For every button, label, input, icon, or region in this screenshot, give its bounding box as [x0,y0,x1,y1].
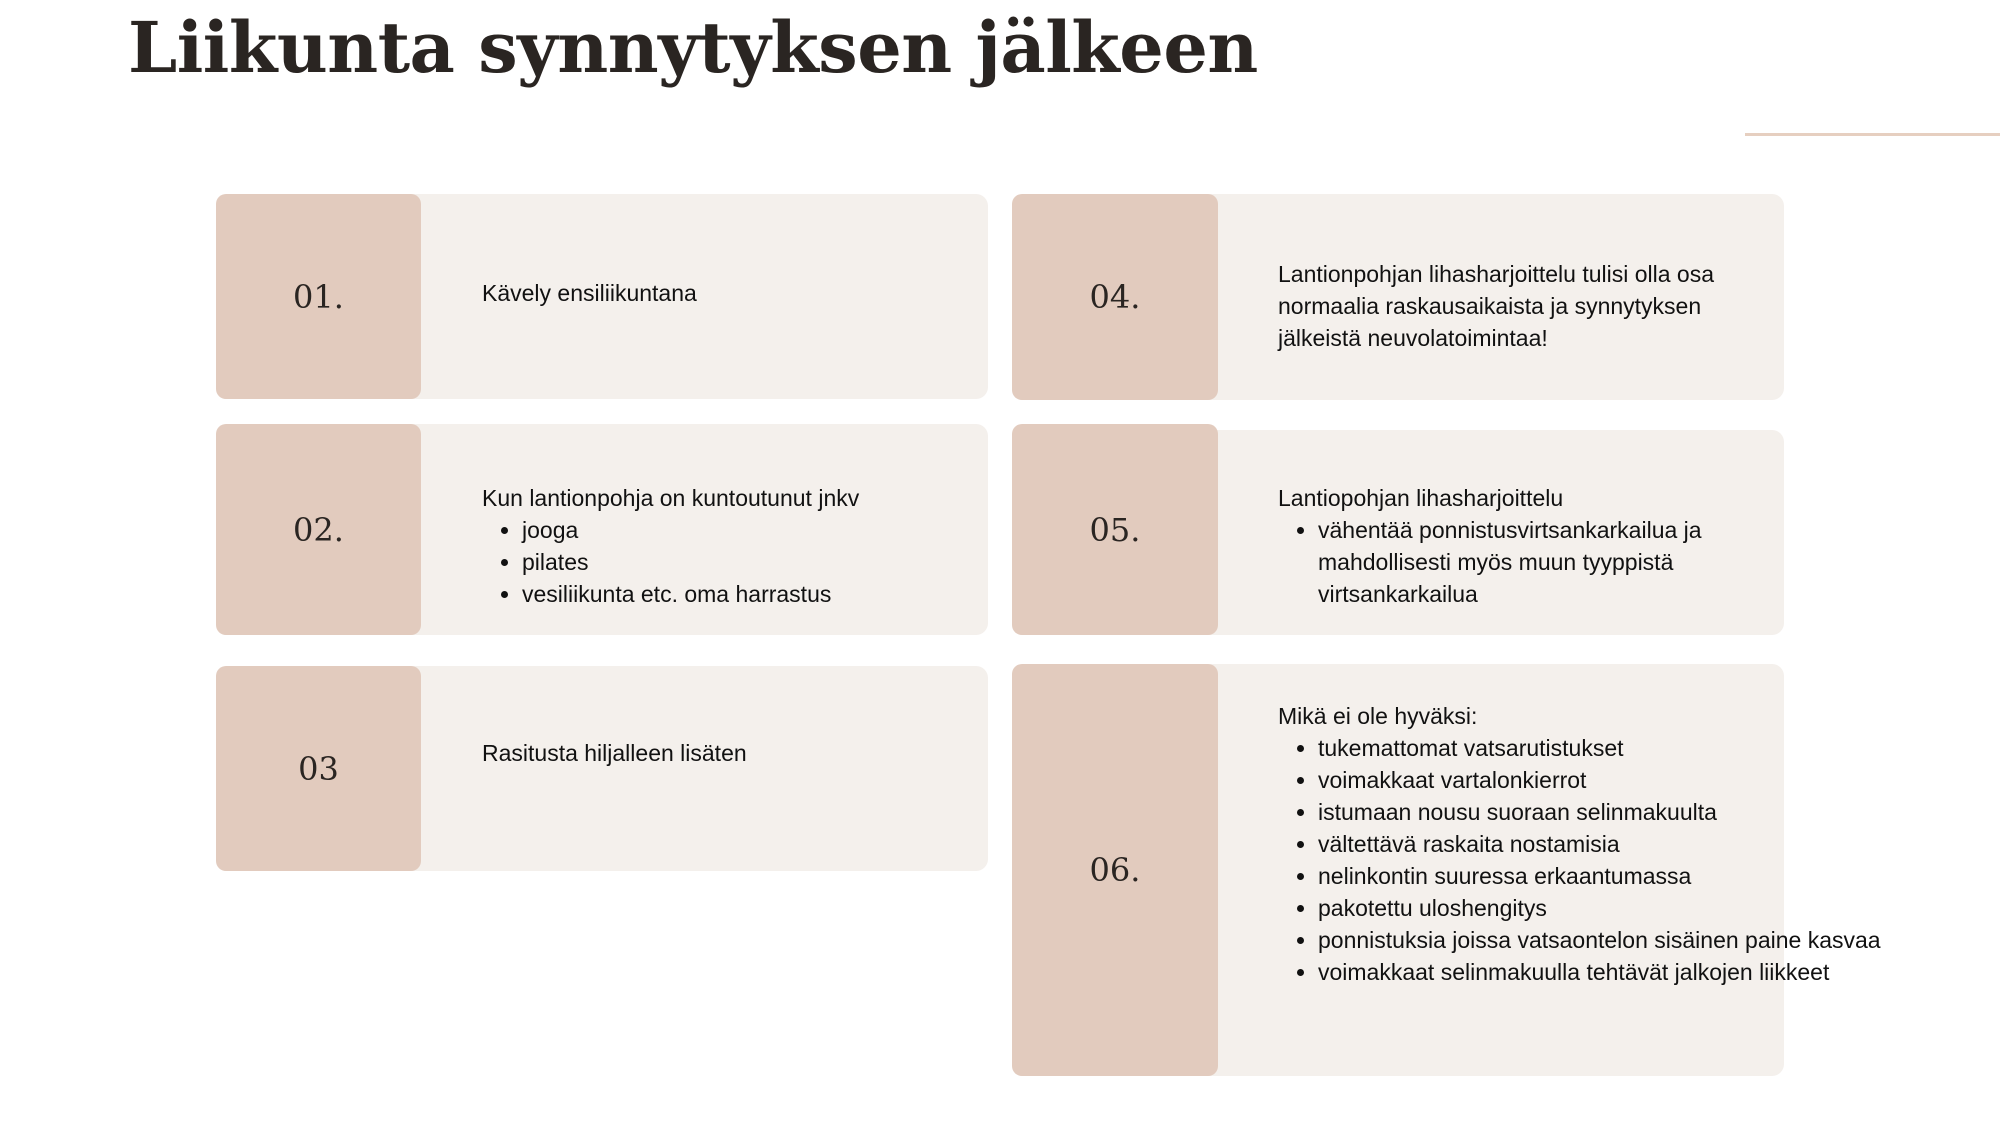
list-item: • istumaan nousu suoraan selinmakuulta [1318,796,1978,828]
list-item: • nelinkontin suuressa erkaantumassa [1318,860,1978,892]
list-item: • vähentää ponnistusvirtsankarkailua ja mahdollisesti myös muun tyyppistä virtsankarkailua [1318,514,1768,610]
card-content-05 [1278,482,1768,610]
list-item: • ponnistuksia joissa vatsaontelon sisäinen paine kasvaa [1318,924,1978,956]
list-item: • pilates [522,546,972,578]
card-heading-04: Lantionpohjan lihasharjoittelu tulisi olla osa normaalia raskausaikaista ja synnytyksen jälkeistä neuvolatoimintaa! [1278,261,1715,351]
card-heading-03: Rasitusta hiljalleen lisäten [482,740,747,766]
list-item: • vesiliikunta etc. oma harrastus [522,578,972,610]
list-item: • pakotettu uloshengitys [1318,892,1978,924]
list-item: • voimakkaat vartalonkierrot [1318,764,1978,796]
slide-title: Liikunta synnytyksen jälkeen [128,6,1258,89]
card-number-01: 01. [216,194,421,399]
card-content-01 [482,277,962,309]
card-list-05 [1278,514,1768,610]
card-number-03: 03 [216,666,421,871]
card-number-06: 06. [1012,664,1218,1076]
card-list-02 [482,514,972,610]
card-heading-06: Mikä ei ole hyväksi: [1278,703,1478,729]
card-content-06 [1278,700,1978,988]
card-number-02: 02. [216,424,421,635]
card-heading-02: Kun lantionpohja on kuntoutunut jnkv [482,485,860,511]
list-item: • voimakkaat selinmakuulla tehtävät jalkojen liikkeet [1318,956,1978,988]
card-heading-01: Kävely ensiliikuntana [482,280,697,306]
list-item: • tukemattomat vatsarutistukset [1318,732,1978,764]
card-heading-05: Lantiopohjan lihasharjoittelu [1278,485,1564,511]
list-item: • vältettävä raskaita nostamisia [1318,828,1978,860]
card-list-06 [1278,732,1978,988]
card-number-05: 05. [1012,424,1218,635]
card-content-04 [1278,258,1748,354]
card-content-02 [482,482,972,610]
card-number-04: 04. [1012,194,1218,400]
card-content-03 [482,737,962,769]
list-item: • jooga [522,514,972,546]
accent-line [1745,133,2000,136]
